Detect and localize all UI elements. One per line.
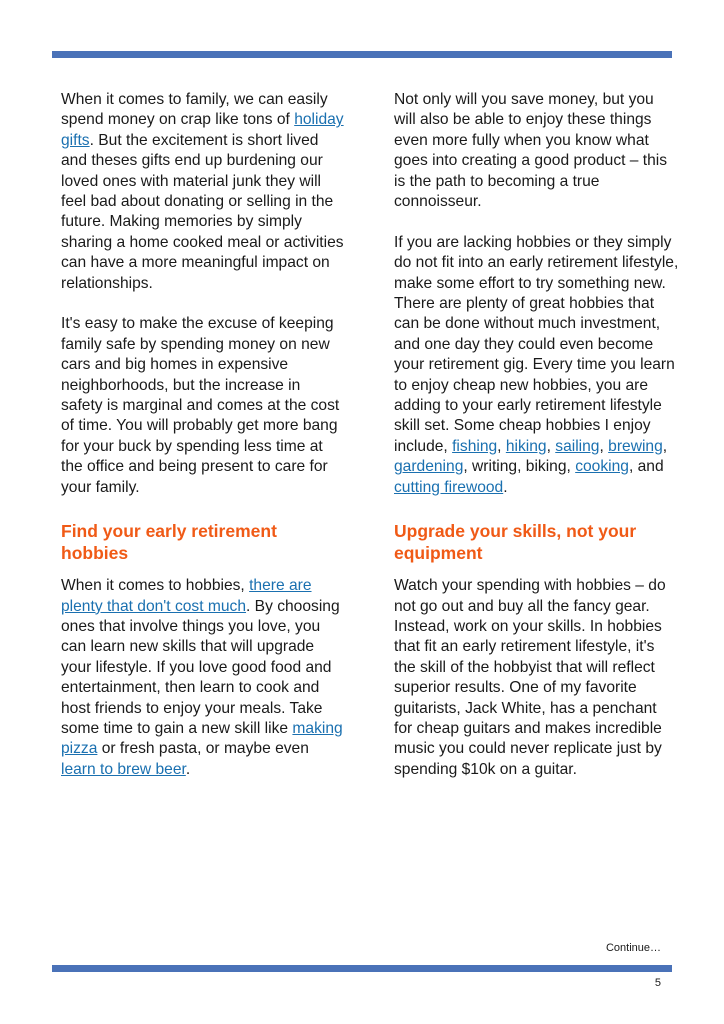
- link-fishing[interactable]: fishing: [452, 437, 498, 455]
- right-column: [394, 90, 679, 801]
- bottom-accent-rule: [52, 965, 672, 972]
- text-segment: . But the excitement is short lived and theses gifts end up burdening our loved ones with material junk they will feel bad about donating or selling in the future. Making memories by simply sharing a home cooked meal or activities can have a more meaningful impact on relationships.: [61, 131, 344, 292]
- text-segment: , writing, biking,: [463, 458, 576, 476]
- paragraph-hobbies: [61, 576, 346, 780]
- heading-upgrade-skills: Upgrade your skills, not your equipment: [394, 521, 637, 564]
- paragraph-family-gifts: [61, 90, 346, 294]
- link-gardening[interactable]: gardening: [394, 458, 464, 476]
- paragraph-family-safety: It's easy to make the excuse of keeping family safe by spending money on new cars and big homes in expensive neighborhoods, but the increase in safety is marginal and comes at the cost of time. You will probably get more bang for your buck by spending less time at the office and being present to care for your family.: [61, 315, 340, 496]
- text-segment: ,: [546, 437, 556, 455]
- text-segment: ,: [662, 437, 668, 455]
- link-hiking[interactable]: hiking: [505, 437, 547, 455]
- text-segment: .: [503, 478, 508, 496]
- link-cheap-hobbies[interactable]: there are plenty that don't cost much: [61, 577, 312, 615]
- link-sailing[interactable]: sailing: [555, 437, 600, 455]
- text-segment: .: [185, 760, 191, 778]
- text-segment: When it comes to family, we can easily spend money on crap like tons of: [61, 91, 328, 129]
- text-segment: or fresh pasta, or maybe even: [97, 740, 309, 758]
- text-segment: . By choosing ones that involve things you love, you can learn new skills that will upgrade your lifestyle. If you love good food and entertainment, then learn to cook and host friends to enjoy your meals. Take some time to gain a new skill like: [61, 597, 340, 737]
- link-making-pizza[interactable]: making pizza: [61, 719, 343, 758]
- heading-find-hobbies: Find your early retirement hobbies: [61, 521, 277, 564]
- text-segment: When it comes to hobbies,: [61, 577, 250, 595]
- link-brew-beer[interactable]: learn to brew beer: [61, 760, 186, 778]
- link-holiday-gifts[interactable]: holiday gifts: [61, 111, 344, 149]
- link-brewing[interactable]: brewing: [608, 437, 663, 455]
- link-cutting-firewood[interactable]: cutting firewood: [394, 478, 504, 496]
- text-segment: ,: [497, 437, 506, 455]
- text-segment: If you are lacking hobbies or they simply do not fit into an early retirement lifestyle, make some effort to try something new. There are plenty of great hobbies that can be done without much investment, and one day they could even become your retirement gig. Every time you learn to enjoy cheap new hobbies, you are adding to your early retirement lifestyle skill set. Some cheap hobbies I enjoy include,: [394, 233, 679, 455]
- top-accent-rule: [52, 51, 672, 58]
- text-segment: , and: [628, 458, 664, 476]
- continue-label: Continue…: [605, 942, 661, 954]
- text-segment: ,: [599, 437, 609, 455]
- left-column: [61, 90, 346, 801]
- page-number: 5: [654, 977, 661, 989]
- link-cooking[interactable]: cooking: [575, 458, 629, 476]
- paragraph-cheap-hobbies: [394, 233, 679, 498]
- paragraph-skills: Watch your spending with hobbies – do not go out and buy all the fancy gear. Instead, work on your skills. In hobbies that fit an early retirement lifestyle, it's the skill of the hobbyist that will reflect superior results. One of my favorite guitarists, Jack White, has a penchant for cheap guitars and makes incredible music you could never replicate just by spending $10k on a guitar.: [394, 577, 666, 778]
- paragraph-connoisseur: Not only will you save money, but you will also be able to enjoy these things even more fully when you know what goes into creating a good product – this is the path to becoming a true connoisseur.: [394, 91, 668, 211]
